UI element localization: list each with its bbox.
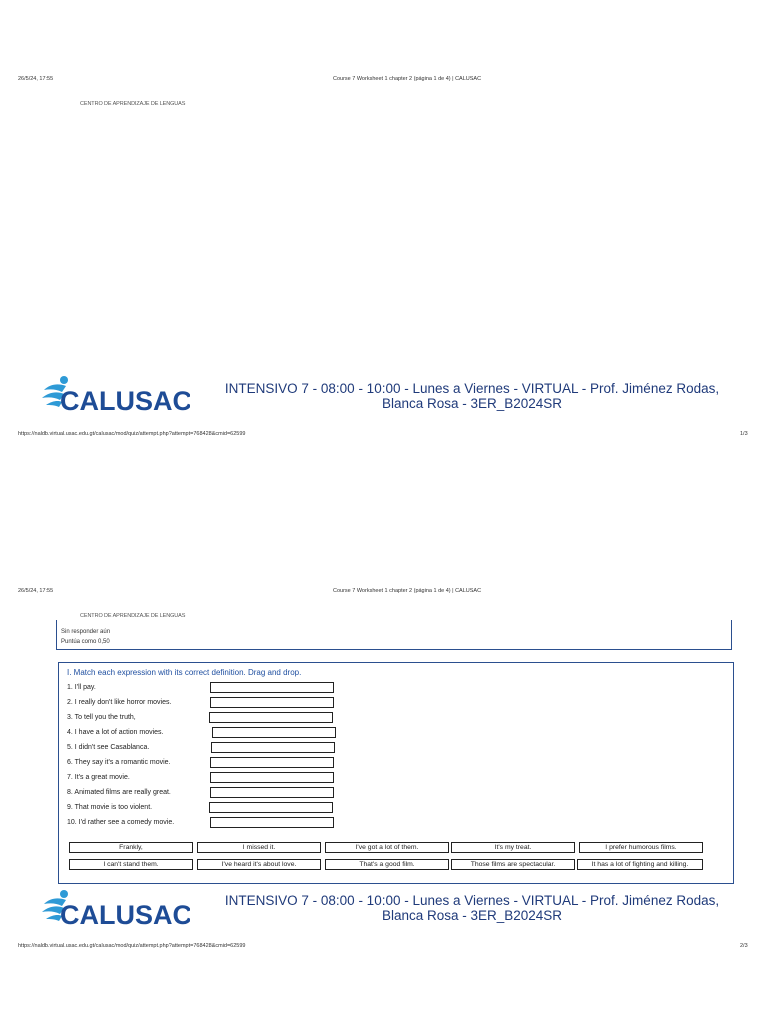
answer-drop-zone-5[interactable] xyxy=(211,742,335,753)
answer-choice[interactable]: I've got a lot of them. xyxy=(325,842,449,853)
question-text: 2. I really don't like horror movies. xyxy=(67,699,172,706)
question-row xyxy=(67,727,727,739)
answer-choice[interactable]: Frankly, xyxy=(69,842,193,853)
question-row xyxy=(67,817,727,829)
page1-course-title-line1: INTENSIVO 7 - 08:00 - 10:00 - Lunes a Viernes - VIRTUAL - Prof. Jiménez Rodas, xyxy=(224,381,720,396)
answer-drop-zone-2[interactable] xyxy=(210,697,334,708)
answer-drop-zone-9[interactable] xyxy=(209,802,333,813)
page2-course-title-line1: INTENSIVO 7 - 08:00 - 10:00 - Lunes a Viernes - VIRTUAL - Prof. Jiménez Rodas, xyxy=(224,893,720,908)
page1-calusac-logo xyxy=(40,374,190,416)
page1-footer-page-number: 1/3 xyxy=(740,431,748,437)
page2-calusac-logo xyxy=(40,888,190,930)
page2-footer-url: https://naldb.virtual.usac.edu.gt/calusac/mod/quiz/attempt.php?attempt=768428&cmid=62599 xyxy=(18,943,246,949)
answer-drop-zone-10[interactable] xyxy=(210,817,334,828)
question-text: 6. They say it's a romantic movie. xyxy=(67,759,171,766)
calusac-logo-icon xyxy=(40,374,190,416)
answer-choice[interactable]: Those films are spectacular. xyxy=(451,859,575,870)
page2-footer-page-number: 2/3 xyxy=(740,943,748,949)
answer-drop-zone-4[interactable] xyxy=(212,727,336,738)
quiz-heading: I. Match each expression with its correct definition. Drag and drop. xyxy=(67,668,302,677)
answer-drop-zone-6[interactable] xyxy=(210,757,334,768)
answer-choice[interactable]: It has a lot of fighting and killing. xyxy=(577,859,703,870)
question-row xyxy=(67,772,727,784)
question-text: 10. I'd rather see a comedy movie. xyxy=(67,819,175,826)
answer-choice[interactable]: I prefer humorous films. xyxy=(579,842,703,853)
question-text: 4. I have a lot of action movies. xyxy=(67,729,164,736)
answer-choice[interactable]: That's a good film. xyxy=(325,859,449,870)
question-text: 1. I'll pay. xyxy=(67,684,96,691)
calusac-logo-icon xyxy=(40,888,190,930)
answer-choice[interactable]: I've heard it's about love. xyxy=(197,859,321,870)
question-row xyxy=(67,697,727,709)
answer-drop-zone-1[interactable] xyxy=(210,682,334,693)
page2-course-title-line2: Blanca Rosa - 3ER_B2024SR xyxy=(381,908,563,923)
question-text: 9. That movie is too violent. xyxy=(67,804,153,811)
question-status: Sin responder aún xyxy=(61,629,111,635)
question-score: Puntúa como 0,50 xyxy=(61,639,110,645)
question-row xyxy=(67,712,727,724)
answer-choice[interactable]: I missed it. xyxy=(197,842,321,853)
page2-header-title: Course 7 Worksheet 1 chapter 2 (página 1 de 4) | CALUSAC xyxy=(333,588,482,594)
answer-drop-zone-3[interactable] xyxy=(209,712,333,723)
page1-footer-url: https://naldb.virtual.usac.edu.gt/calusac/mod/quiz/attempt.php?attempt=768428&cmid=62599 xyxy=(18,431,246,437)
question-text: 7. It's a great movie. xyxy=(67,774,130,781)
question-row xyxy=(67,802,727,814)
answer-choice[interactable]: I can't stand them. xyxy=(69,859,193,870)
page1-header-title: Course 7 Worksheet 1 chapter 2 (página 1 de 4) | CALUSAC xyxy=(333,76,482,82)
question-text: 3. To tell you the truth, xyxy=(67,714,136,721)
page1-header-date: 26/5/24, 17:55 xyxy=(18,76,54,82)
question-text: 5. I didn't see Casablanca. xyxy=(67,744,150,751)
answer-choice[interactable]: It's my treat. xyxy=(451,842,575,853)
question-text: 8. Animated films are really great. xyxy=(67,789,171,796)
question-row xyxy=(67,757,727,769)
svg-text:CALUSAC: CALUSAC xyxy=(60,386,190,416)
page2-brand-caption: CENTRO DE APRENDIZAJE DE LENGUAS xyxy=(80,613,186,619)
svg-text:CALUSAC: CALUSAC xyxy=(60,900,190,930)
question-row xyxy=(67,787,727,799)
answer-drop-zone-8[interactable] xyxy=(210,787,334,798)
page1-course-title-line2: Blanca Rosa - 3ER_B2024SR xyxy=(381,396,563,411)
question-info-panel xyxy=(56,620,732,650)
quiz-question-box xyxy=(58,662,734,884)
answer-drop-zone-7[interactable] xyxy=(210,772,334,783)
page1-brand-caption: CENTRO DE APRENDIZAJE DE LENGUAS xyxy=(80,101,186,107)
question-row xyxy=(67,742,727,754)
page2-header-date: 26/5/24, 17:55 xyxy=(18,588,54,594)
question-row xyxy=(67,682,727,694)
